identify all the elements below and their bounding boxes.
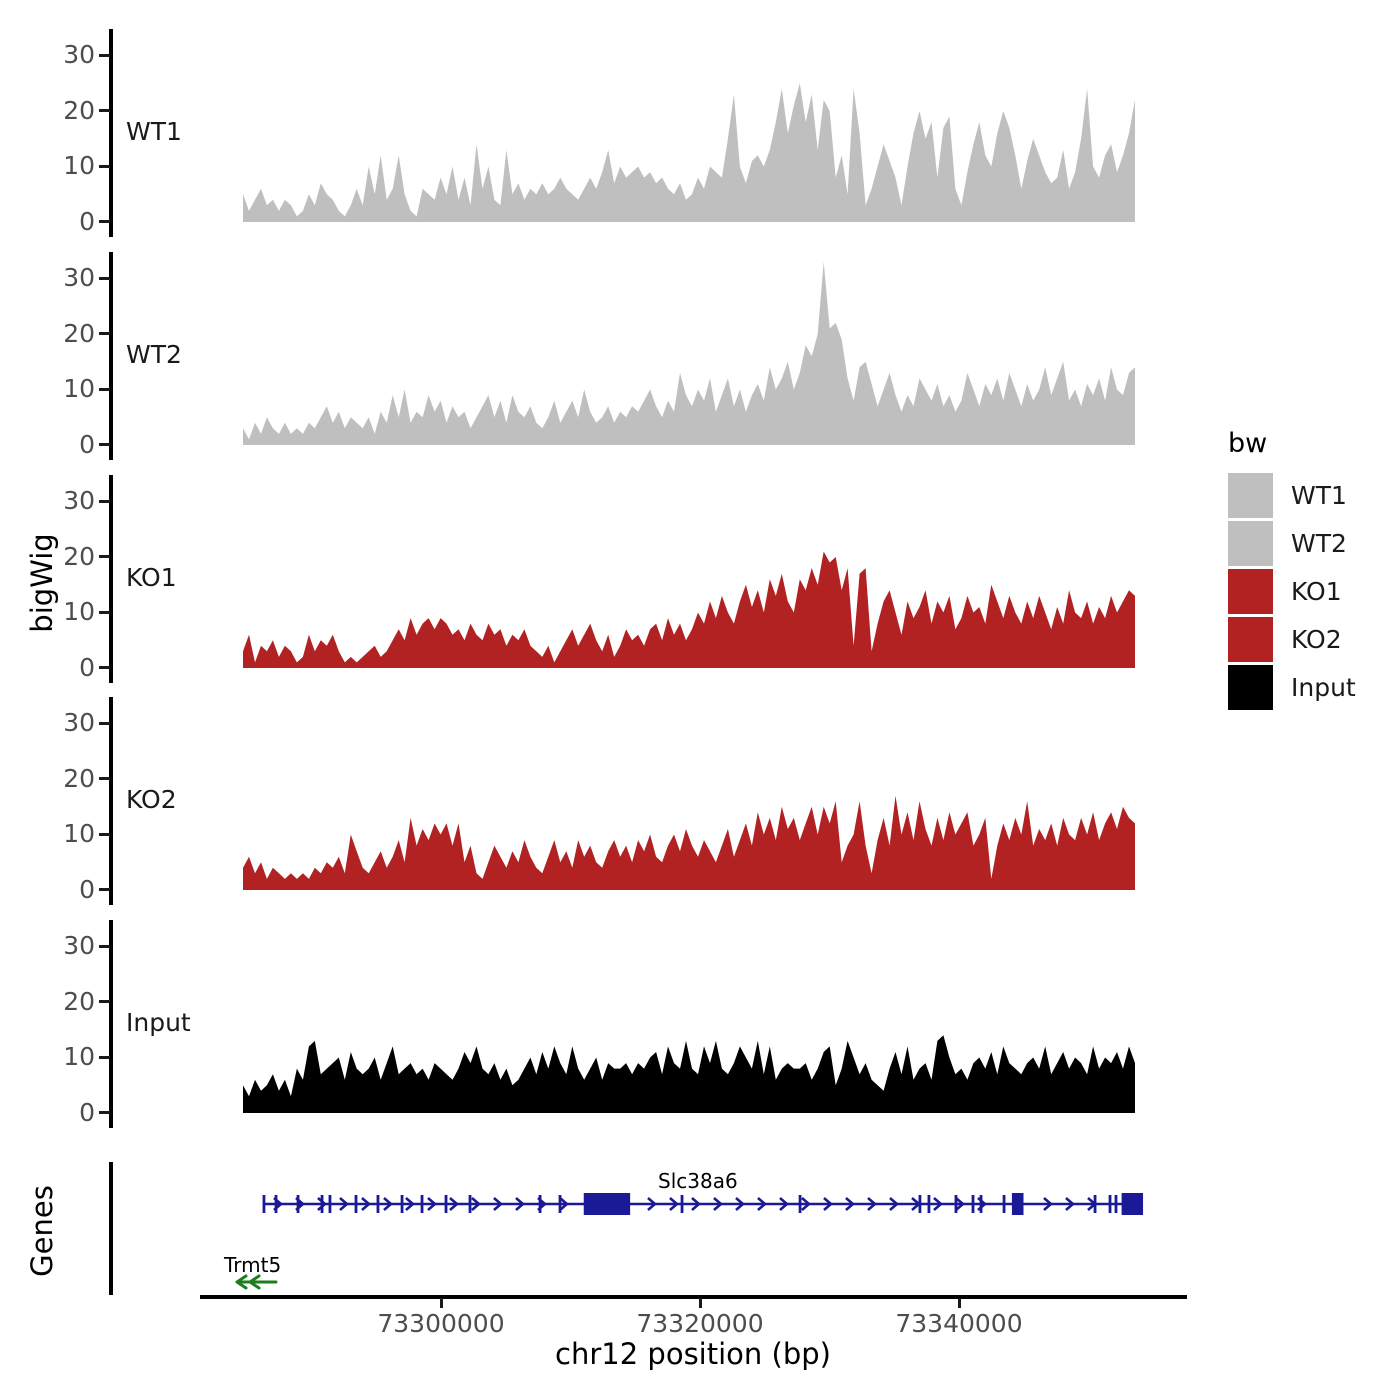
y-axis-line [109,29,113,237]
y-tick-label: 30 [63,263,95,292]
track-label: WT2 [126,340,182,369]
gene-name-slc38a6: Slc38a6 [658,1169,738,1193]
y-tick-label: 10 [63,597,95,626]
legend-title: bw [1228,428,1268,459]
y-tick-label: 20 [63,764,95,793]
coverage-polygon [243,1035,1135,1113]
y-tick [99,777,110,780]
y-tick [99,555,110,558]
y-tick-label: 0 [79,207,95,236]
y-axis-title: bigWig [25,533,59,633]
y-tick-label: 0 [79,653,95,682]
track-label: KO2 [126,785,177,814]
coverage-area-ko1 [243,480,1135,670]
genes-panel [0,1162,1200,1312]
y-tick [99,833,110,836]
coverage-polygon [243,796,1135,890]
y-tick [99,332,110,335]
legend-item-ko2 [1228,617,1356,662]
track-panel-ko1 [0,475,1200,683]
legend-label: KO2 [1291,625,1342,654]
y-tick-label: 0 [79,875,95,904]
legend-swatch-ko1 [1228,569,1273,614]
coverage-polygon [243,83,1135,222]
track-panel-wt2 [0,252,1200,460]
track-label: Input [126,1008,191,1037]
x-tick-label: 73300000 [377,1309,505,1338]
coverage-area-input [243,925,1135,1115]
y-tick-label: 0 [79,1098,95,1127]
y-tick-label: 30 [63,708,95,737]
coverage-area-wt2 [243,257,1135,447]
genes-axis-title: Genes [25,1185,59,1277]
y-tick-label: 20 [63,319,95,348]
gene-shape [1012,1193,1024,1215]
gene-shape [1122,1193,1143,1215]
y-axis-line [109,920,113,1128]
y-tick [99,443,110,446]
y-tick [99,1056,110,1059]
y-tick [99,54,110,57]
y-tick-label: 30 [63,40,95,69]
y-tick [99,388,110,391]
track-panel-input [0,920,1200,1128]
y-tick [99,888,110,891]
x-tick [440,1298,443,1308]
y-axis-line [109,697,113,905]
track-panel-wt1 [0,29,1200,237]
y-tick [99,109,110,112]
x-axis-title: chr12 position (bp) [555,1337,831,1371]
gene-model-slc38a6 [243,1190,1155,1220]
y-tick [99,1111,110,1114]
legend-item-ko1 [1228,569,1356,614]
legend-item-wt1 [1228,473,1356,518]
legend-swatch-input [1228,665,1273,710]
y-tick-label: 20 [63,96,95,125]
legend-label: KO1 [1291,577,1342,606]
y-tick-label: 10 [63,1042,95,1071]
y-tick-label: 10 [63,151,95,180]
y-tick-label: 20 [63,542,95,571]
legend [1228,428,1356,713]
y-axis-line [109,475,113,683]
legend-label: WT2 [1291,529,1347,558]
genes-axis-line [109,1162,113,1295]
y-tick-label: 10 [63,819,95,848]
y-tick [99,666,110,669]
y-tick-label: 0 [79,430,95,459]
x-tick-label: 73340000 [895,1309,1023,1338]
y-tick-label: 30 [63,486,95,515]
y-tick [99,611,110,614]
x-tick [699,1298,702,1308]
y-tick [99,220,110,223]
legend-label: Input [1291,673,1356,702]
legend-label: WT1 [1291,481,1347,510]
x-tick-label: 73320000 [636,1309,764,1338]
x-tick [958,1298,961,1308]
y-tick [99,945,110,948]
track-panel-ko2 [0,697,1200,905]
y-tick-label: 20 [63,987,95,1016]
legend-item-wt2 [1228,521,1356,566]
legend-swatch-ko2 [1228,617,1273,662]
coverage-polygon [243,262,1135,445]
gene-name-trmt5: Trmt5 [224,1253,282,1277]
track-label: WT1 [126,117,182,146]
gene-shape [584,1193,630,1215]
y-tick [99,165,110,168]
y-tick [99,500,110,503]
gene-model-trmt5 [230,1274,282,1291]
coverage-area-wt1 [243,34,1135,224]
y-tick-label: 30 [63,931,95,960]
y-tick-label: 10 [63,374,95,403]
coverage-polygon [243,552,1135,669]
legend-item-input [1228,665,1356,710]
y-tick [99,1000,110,1003]
y-tick [99,722,110,725]
legend-swatch-wt2 [1228,521,1273,566]
legend-swatch-wt1 [1228,473,1273,518]
coverage-area-ko2 [243,702,1135,892]
y-tick [99,277,110,280]
x-axis-line [200,1295,1187,1299]
y-axis-line [109,252,113,460]
track-label: KO1 [126,563,177,592]
